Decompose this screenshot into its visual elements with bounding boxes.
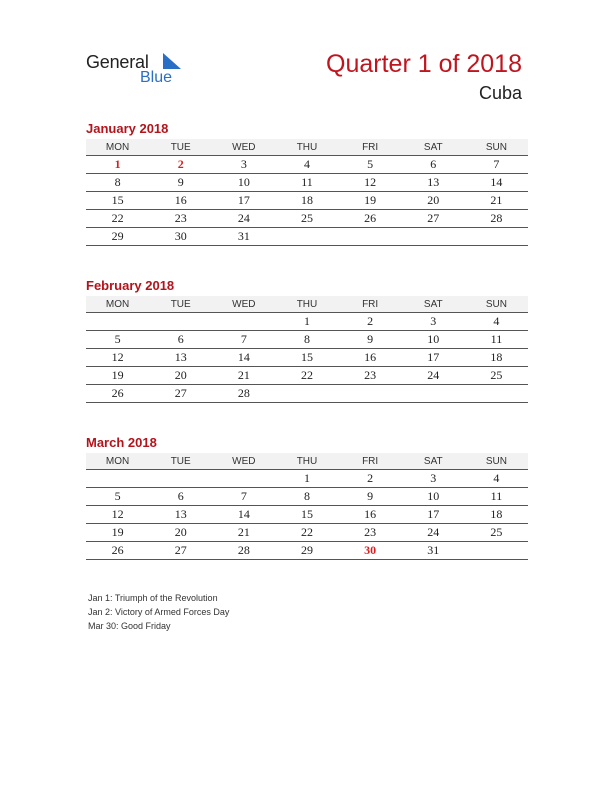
week-row <box>86 524 528 542</box>
weekday-header: TUE <box>149 296 212 313</box>
day-cell: 18 <box>275 192 338 210</box>
day-cell: 15 <box>86 192 149 210</box>
weekday-header: MON <box>86 139 149 156</box>
day-cell: 12 <box>86 506 149 524</box>
day-cell: 5 <box>339 156 402 174</box>
day-cell: 22 <box>275 524 338 542</box>
day-cell: 23 <box>339 524 402 542</box>
day-cell: 11 <box>275 174 338 192</box>
day-cell: 8 <box>86 174 149 192</box>
day-cell: 4 <box>465 470 528 488</box>
day-cell: 1 <box>275 470 338 488</box>
day-cell: 10 <box>212 174 275 192</box>
empty-day-cell <box>465 542 528 560</box>
day-cell: 9 <box>149 174 212 192</box>
empty-day-cell <box>465 228 528 246</box>
day-cell: 19 <box>86 367 149 385</box>
empty-day-cell <box>86 313 149 331</box>
day-cell: 22 <box>86 210 149 228</box>
holiday-note: Jan 1: Triumph of the Revolution <box>88 593 218 603</box>
day-cell: 30 <box>149 228 212 246</box>
month-february <box>86 278 528 403</box>
logo-text-general: General <box>86 52 149 72</box>
day-cell: 9 <box>339 331 402 349</box>
month-title: March 2018 <box>86 435 157 450</box>
day-cell: 28 <box>465 210 528 228</box>
day-cell: 17 <box>402 506 465 524</box>
day-cell: 17 <box>402 349 465 367</box>
day-cell: 3 <box>402 313 465 331</box>
logo-text-blue: Blue <box>140 69 173 86</box>
day-cell: 10 <box>402 488 465 506</box>
weekday-header: SAT <box>402 139 465 156</box>
day-cell: 20 <box>402 192 465 210</box>
week-row <box>86 506 528 524</box>
day-cell: 28 <box>212 385 275 403</box>
week-row <box>86 367 528 385</box>
day-cell: 31 <box>402 542 465 560</box>
day-cell: 25 <box>465 367 528 385</box>
day-cell: 21 <box>212 367 275 385</box>
weekday-header: TUE <box>149 139 212 156</box>
month-title: January 2018 <box>86 121 169 136</box>
day-cell: 19 <box>86 524 149 542</box>
weekday-header: SUN <box>465 453 528 470</box>
week-row <box>86 331 528 349</box>
empty-day-cell <box>402 228 465 246</box>
day-cell: 21 <box>465 192 528 210</box>
day-cell: 10 <box>402 331 465 349</box>
weekday-header: WED <box>212 453 275 470</box>
day-cell: 13 <box>149 506 212 524</box>
day-cell: 16 <box>149 192 212 210</box>
weekday-header-row <box>86 139 528 156</box>
day-cell: 2 <box>339 470 402 488</box>
day-cell: 26 <box>339 210 402 228</box>
weekday-header: FRI <box>339 453 402 470</box>
weekday-header: FRI <box>339 296 402 313</box>
empty-day-cell <box>339 385 402 403</box>
weekday-header: THU <box>275 139 338 156</box>
day-cell: 13 <box>402 174 465 192</box>
page-title: Quarter 1 of 2018 <box>326 50 522 78</box>
holiday-notes <box>88 591 229 633</box>
day-cell: 9 <box>339 488 402 506</box>
day-cell: 12 <box>86 349 149 367</box>
day-cell: 16 <box>339 506 402 524</box>
day-cell: 4 <box>465 313 528 331</box>
week-row <box>86 349 528 367</box>
weekday-header: FRI <box>339 139 402 156</box>
holiday-note: Jan 2: Victory of Armed Forces Day <box>88 607 230 617</box>
empty-day-cell <box>149 470 212 488</box>
weekday-header-row <box>86 453 528 470</box>
day-cell: 17 <box>212 192 275 210</box>
day-cell: 2 <box>149 156 212 174</box>
day-cell: 16 <box>339 349 402 367</box>
day-cell: 27 <box>149 542 212 560</box>
day-cell: 18 <box>465 506 528 524</box>
day-cell: 28 <box>212 542 275 560</box>
week-row <box>86 210 528 228</box>
day-cell: 27 <box>402 210 465 228</box>
day-cell: 7 <box>212 488 275 506</box>
month-january <box>86 121 528 246</box>
day-cell: 23 <box>149 210 212 228</box>
weekday-header: THU <box>275 453 338 470</box>
weekday-header: SAT <box>402 453 465 470</box>
week-row <box>86 488 528 506</box>
month-march <box>86 435 528 560</box>
weekday-header: THU <box>275 296 338 313</box>
day-cell: 26 <box>86 385 149 403</box>
day-cell: 14 <box>212 349 275 367</box>
weekday-header: WED <box>212 139 275 156</box>
day-cell: 23 <box>339 367 402 385</box>
weekday-header: SUN <box>465 139 528 156</box>
month-title: February 2018 <box>86 278 175 293</box>
week-row <box>86 542 528 560</box>
day-cell: 19 <box>339 192 402 210</box>
day-cell: 31 <box>212 228 275 246</box>
empty-day-cell <box>275 385 338 403</box>
empty-day-cell <box>275 228 338 246</box>
weekday-header: WED <box>212 296 275 313</box>
day-cell: 14 <box>465 174 528 192</box>
empty-day-cell <box>149 313 212 331</box>
day-cell: 8 <box>275 331 338 349</box>
weekday-header-row <box>86 296 528 313</box>
week-row <box>86 470 528 488</box>
day-cell: 3 <box>402 470 465 488</box>
calendar-grid <box>86 139 528 246</box>
day-cell: 5 <box>86 331 149 349</box>
empty-day-cell <box>402 385 465 403</box>
day-cell: 24 <box>402 367 465 385</box>
day-cell: 25 <box>465 524 528 542</box>
calendar-grid <box>86 296 528 403</box>
week-row <box>86 156 528 174</box>
day-cell: 3 <box>212 156 275 174</box>
day-cell: 14 <box>212 506 275 524</box>
day-cell: 24 <box>212 210 275 228</box>
weekday-header: MON <box>86 453 149 470</box>
empty-day-cell <box>465 385 528 403</box>
day-cell: 30 <box>339 542 402 560</box>
day-cell: 1 <box>275 313 338 331</box>
day-cell: 6 <box>149 331 212 349</box>
empty-day-cell <box>212 470 275 488</box>
day-cell: 29 <box>86 228 149 246</box>
weekday-header: SAT <box>402 296 465 313</box>
day-cell: 11 <box>465 488 528 506</box>
day-cell: 27 <box>149 385 212 403</box>
holiday-note: Mar 30: Good Friday <box>88 621 171 631</box>
day-cell: 21 <box>212 524 275 542</box>
weekday-header: SUN <box>465 296 528 313</box>
day-cell: 4 <box>275 156 338 174</box>
day-cell: 22 <box>275 367 338 385</box>
day-cell: 2 <box>339 313 402 331</box>
day-cell: 5 <box>86 488 149 506</box>
day-cell: 13 <box>149 349 212 367</box>
brand-logo <box>86 52 196 92</box>
day-cell: 7 <box>465 156 528 174</box>
week-row <box>86 192 528 210</box>
day-cell: 6 <box>402 156 465 174</box>
weekday-header: MON <box>86 296 149 313</box>
day-cell: 15 <box>275 349 338 367</box>
week-row <box>86 228 528 246</box>
day-cell: 11 <box>465 331 528 349</box>
week-row <box>86 174 528 192</box>
day-cell: 7 <box>212 331 275 349</box>
day-cell: 1 <box>86 156 149 174</box>
week-row <box>86 385 528 403</box>
day-cell: 25 <box>275 210 338 228</box>
empty-day-cell <box>339 228 402 246</box>
day-cell: 8 <box>275 488 338 506</box>
day-cell: 29 <box>275 542 338 560</box>
day-cell: 20 <box>149 367 212 385</box>
week-row <box>86 313 528 331</box>
day-cell: 18 <box>465 349 528 367</box>
country-name: Cuba <box>478 83 522 103</box>
day-cell: 6 <box>149 488 212 506</box>
day-cell: 24 <box>402 524 465 542</box>
empty-day-cell <box>86 470 149 488</box>
calendar-grid <box>86 453 528 560</box>
day-cell: 15 <box>275 506 338 524</box>
empty-day-cell <box>212 313 275 331</box>
day-cell: 26 <box>86 542 149 560</box>
weekday-header: TUE <box>149 453 212 470</box>
day-cell: 20 <box>149 524 212 542</box>
day-cell: 12 <box>339 174 402 192</box>
